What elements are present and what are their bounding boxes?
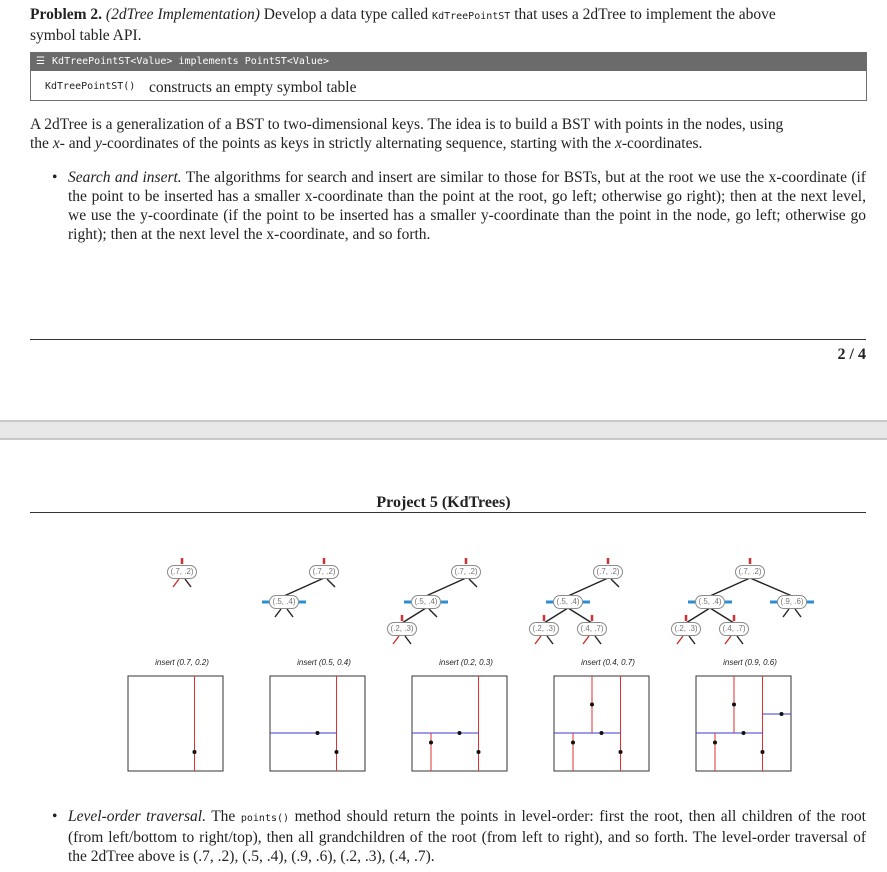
header-rule (30, 512, 866, 513)
problem-label: Problem 2. (30, 6, 103, 23)
null-link (173, 579, 179, 587)
intro-paragraph: A 2dTree is a generalization of a BST to two-dimensional keys. The idea is to build a BST with points in the nodes, using the x- and y-coordinates of the points as keys in strictly alternating sequence, starting with the x-coordinates. (30, 116, 784, 152)
tree-edge (284, 578, 324, 596)
api-description: constructs an empty symbol table (149, 79, 357, 96)
point-dot (742, 731, 746, 735)
tree-node: (.5, .4) (411, 595, 441, 609)
problem-title: (2dTree Implementation) (105, 6, 260, 23)
tree-node: (.2, .3) (529, 622, 559, 636)
tree-node: (.9, .6) (777, 595, 807, 609)
point-dot (600, 731, 604, 735)
null-link (689, 636, 695, 644)
null-link (287, 609, 293, 617)
tree-node: (.7, .2) (735, 565, 765, 579)
tree-edge (710, 608, 734, 623)
null-link (737, 636, 743, 644)
point-dot (458, 731, 462, 735)
null-link (583, 636, 589, 644)
null-link (795, 609, 801, 617)
problem-text: Develop a data type called (263, 6, 429, 23)
api-table (30, 52, 867, 101)
tree-edge (544, 608, 568, 623)
problem-text-line2: symbol table API. (30, 27, 142, 44)
footer-rule (30, 339, 866, 340)
level-order-text-a: The (211, 808, 236, 825)
tree-edge (426, 578, 466, 596)
search-insert-bullet (68, 168, 866, 244)
api-row (45, 77, 855, 97)
search-insert-text: The algorithms for search and insert are similar to those for BSTs, but at the root we use the x-coordinate (if the point to be inserted has a smaller x-coordinate than the point at the root, go left; otherwise go right); then at the next level, we use the y-coordinate (if the point to be inserted has a smaller y-coordinate than the point in the node, go left; otherwise go right); then at the next level the x-coordinate, and so forth. (68, 169, 866, 243)
null-link (405, 636, 411, 644)
tree-edge (402, 608, 426, 623)
tree-node: (.5, .4) (553, 595, 583, 609)
tree-node: (.7, .2) (451, 565, 481, 579)
level-order-bullet (68, 807, 866, 866)
point-dot (780, 712, 784, 716)
api-table-header (31, 53, 866, 71)
page-header: Project 5 (KdTrees) (376, 494, 511, 511)
intro-line-2c: -coordinates of the points as keys in strictly alternating sequence, starting with the (101, 135, 612, 152)
level-order-title: Level-order traversal. (68, 808, 206, 825)
bullet-dot-2: • (52, 808, 58, 825)
null-link (595, 636, 601, 644)
point-dot (619, 750, 623, 754)
null-link (677, 636, 683, 644)
tree-edge (568, 578, 608, 596)
list-icon: ☰ (36, 56, 45, 67)
null-link (275, 609, 281, 617)
point-dot (732, 703, 736, 707)
point-dot (316, 731, 320, 735)
null-link (783, 609, 789, 617)
page-separator (0, 420, 887, 440)
null-link (327, 579, 335, 587)
intro-line-1: A 2dTree is a generalization of a BST to two-dimensional keys. The idea is to build a BST with points in the nodes, using (30, 116, 784, 133)
point-dot (429, 741, 433, 745)
point-dot (571, 741, 575, 745)
null-link (393, 636, 399, 644)
problem-text-after: that uses a 2dTree to implement the above (514, 6, 776, 23)
tree-node: (.7, .2) (593, 565, 623, 579)
point-dot (193, 750, 197, 754)
null-link (535, 636, 541, 644)
insert-caption: insert (0.7, 0.2) (155, 658, 209, 667)
page-number: 2 / 4 (837, 346, 866, 363)
search-insert-title: Search and insert. (68, 169, 182, 186)
tree-edge (750, 578, 792, 596)
null-link (547, 636, 553, 644)
point-dot (335, 750, 339, 754)
partition-box (412, 676, 507, 771)
point-dot (590, 703, 594, 707)
partition-diagrams (0, 675, 887, 775)
partition-box (696, 676, 791, 771)
bullet-dot: • (52, 169, 58, 186)
tree-node: (.4, .7) (577, 622, 607, 636)
point-dot (761, 750, 765, 754)
intro-line-2d: -coordinates. (621, 135, 703, 152)
tree-node: (.5, .4) (269, 595, 299, 609)
level-order-text-b: method should return the points in level-order: first the root, then all children of the root (from left/bottom to right/top), then all grandchildren of the root (from left to right), and so forth. The level-order traversal of the 2dTree above is (.7, .2), (.5, .4), (.9, .6), (.2, .3), (.4, .7). (68, 808, 866, 865)
api-header-text: KdTreePointST<Value> implements PointST<Value> (52, 56, 329, 67)
tree-edge (710, 578, 750, 596)
partition-box (554, 676, 649, 771)
insert-caption: insert (0.5, 0.4) (297, 658, 351, 667)
insert-caption: insert (0.2, 0.3) (439, 658, 493, 667)
points-method: points() (240, 813, 290, 824)
tree-node: (.7, .2) (309, 565, 339, 579)
insert-caption: insert (0.9, 0.6) (723, 658, 777, 667)
intro-line-2b: - and (59, 135, 92, 152)
tree-node: (.2, .3) (387, 622, 417, 636)
point-dot (477, 750, 481, 754)
api-signature: KdTreePointST() (45, 81, 136, 92)
partition-box (128, 676, 223, 771)
intro-line-2a: the (30, 135, 49, 152)
tree-node: (.5, .4) (695, 595, 725, 609)
tree-node: (.2, .3) (671, 622, 701, 636)
point-dot (713, 741, 717, 745)
class-name: KdTreePointST (432, 11, 511, 22)
null-link (469, 579, 477, 587)
null-link (185, 579, 191, 587)
null-link (725, 636, 731, 644)
tree-edge (568, 608, 592, 623)
insert-caption: insert (0.4, 0.7) (581, 658, 635, 667)
problem-statement (30, 5, 866, 45)
tree-node: (.7, .2) (167, 565, 197, 579)
tree-node: (.4, .7) (719, 622, 749, 636)
tree-edge (686, 608, 710, 623)
null-link (429, 609, 437, 617)
partition-box (270, 676, 365, 771)
null-link (611, 579, 619, 587)
